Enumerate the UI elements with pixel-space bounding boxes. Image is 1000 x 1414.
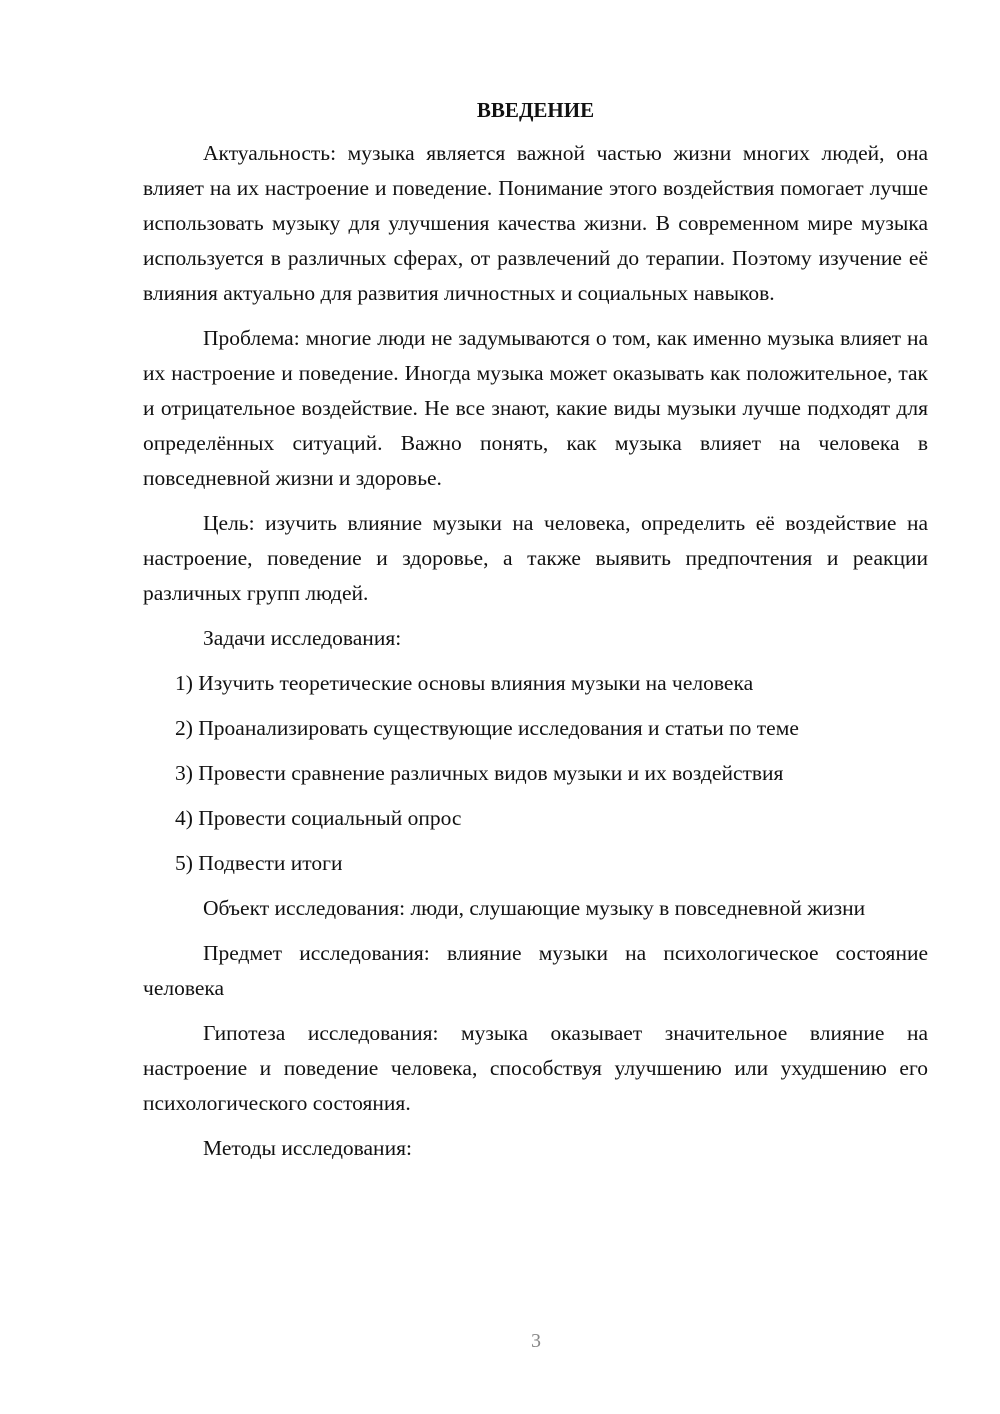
paragraph-subject: Предмет исследования: влияние музыки на психологическое состояние человека: [143, 941, 928, 1000]
paragraph-problem: Проблема: многие люди не задумываются о том, как именно музыка влияет на их настроение и поведение. Иногда музыка может оказывать как положительное, так и отрицательное воздействие. Не все знают, какие виды музыки лучше подходят для определённых ситуаций. Важно понять, как музыка влияет на человека в повседневной жизни и здоровье.: [143, 326, 928, 490]
page-number: 3: [531, 1330, 541, 1352]
list-item: 1) Изучить теоретические основы влияния музыки на человека: [175, 671, 754, 695]
list-item: 3) Провести сравнение различных видов музыки и их воздействия: [175, 761, 784, 785]
paragraph-hypothesis: Гипотеза исследования: музыка оказывает значительное влияние на настроение и поведение человека, способствуя улучшению или ухудшению его психологического состояния.: [143, 1021, 928, 1115]
paragraph-object: Объект исследования: люди, слушающие музыку в повседневной жизни: [203, 896, 866, 920]
tasks-list: [143, 666, 928, 881]
list-item: 4) Провести социальный опрос: [175, 806, 462, 830]
list-item: 5) Подвести итоги: [175, 851, 343, 875]
methods-heading: Методы исследования:: [203, 1136, 412, 1160]
paragraph-relevance: Актуальность: музыка является важной частью жизни многих людей, она влияет на их настроение и поведение. Понимание этого воздействия помогает лучше использовать музыку для улучшения качества жизни. В современном мире музыка используется в различных сферах, от развлечений до терапии. Поэтому изучение её влияния актуально для развития личностных и социальных навыков.: [143, 141, 928, 305]
list-item: 2) Проанализировать существующие исследования и статьи по теме: [175, 716, 799, 740]
paragraph-goal: Цель: изучить влияние музыки на человека, определить её воздействие на настроение, поведение и здоровье, а также выявить предпочтения и реакции различных групп людей.: [143, 511, 928, 605]
section-title: ВВЕДЕНИЕ: [476, 98, 595, 122]
document-page: [143, 93, 928, 1176]
tasks-heading: Задачи исследования:: [203, 626, 402, 650]
